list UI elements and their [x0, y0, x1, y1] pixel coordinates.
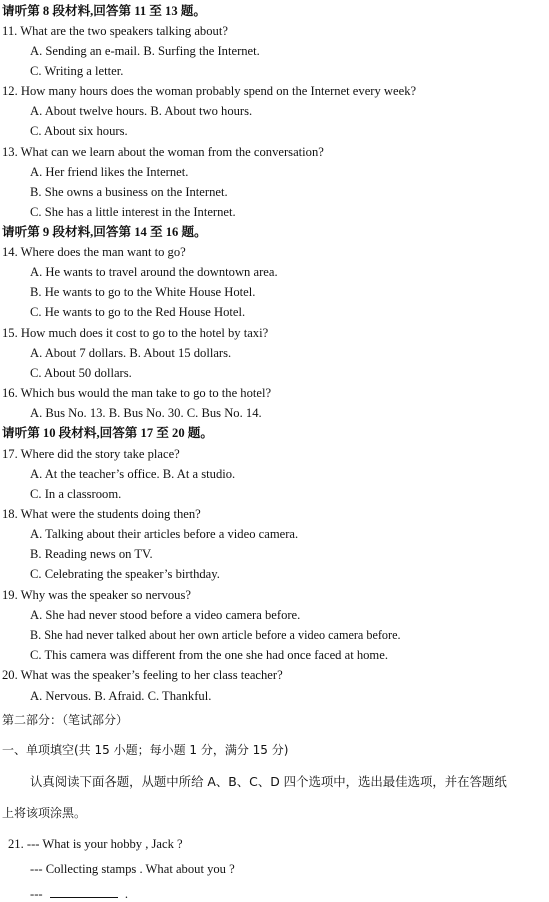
- option-18-a: A. Talking about their articles before a video camera.: [30, 527, 299, 541]
- option-19-a: A. She had never stood before a video camera before.: [30, 608, 301, 622]
- question-21-line-2: --- Collecting stamps . What about you ?: [30, 862, 235, 876]
- option-15-b: B. About 15 dollars.: [129, 346, 232, 360]
- option-13-c: C. She has a little interest in the Internet.: [30, 205, 236, 219]
- option-20-b: B. Afraid.: [94, 689, 145, 703]
- option-18-b: B. Reading news on TV.: [30, 547, 153, 561]
- option-20-c: C. Thankful.: [147, 689, 212, 703]
- section-header-9: 请听第 9 段材料,回答第 14 至 16 题。: [2, 225, 207, 239]
- question-19: 19. Why was the speaker so nervous?: [2, 588, 191, 602]
- options-row-17: [30, 466, 530, 482]
- question-15: 15. How much does it cost to go to the hotel by taxi?: [2, 326, 269, 340]
- question-14: 14. Where does the man want to go?: [2, 245, 186, 259]
- option-14-b: B. He wants to go to the White House Hotel.: [30, 285, 256, 299]
- question-21-line-3: [30, 885, 128, 902]
- section-header-8: 请听第 8 段材料,回答第 11 至 13 题。: [2, 4, 206, 18]
- options-row-16: [30, 405, 530, 421]
- part-two-subtitle: 一、单项填空(共 15 小题；每小题 1 分，满分 15 分): [2, 743, 289, 757]
- option-11-b: B. Surfing the Internet.: [143, 44, 260, 58]
- option-14-a: A. He wants to travel around the downtown area.: [30, 265, 278, 279]
- option-16-c: C. Bus No. 14.: [186, 406, 262, 420]
- question-13: 13. What can we learn about the woman from the conversation?: [2, 145, 324, 159]
- option-12-a: A. About twelve hours.: [30, 104, 148, 118]
- option-16-a: A. Bus No. 13.: [30, 406, 106, 420]
- option-12-c: C. About six hours.: [30, 124, 128, 138]
- option-16-b: B. Bus No. 30.: [108, 406, 184, 420]
- question-11: 11. What are the two speakers talking about?: [2, 24, 228, 38]
- option-15-a: A. About 7 dollars.: [30, 346, 127, 360]
- option-13-a: A. Her friend likes the Internet.: [30, 165, 189, 179]
- question-18: 18. What were the students doing then?: [2, 507, 201, 521]
- option-12-b: B. About two hours.: [150, 104, 253, 118]
- options-row-12: [30, 103, 530, 119]
- question-21-dash: ---: [30, 887, 43, 901]
- options-row-20: [30, 688, 530, 704]
- option-13-b: B. She owns a business on the Internet.: [30, 185, 228, 199]
- question-12: 12. How many hours does the woman probably spend on the Internet every week?: [2, 84, 417, 98]
- section-header-10: 请听第 10 段材料,回答第 17 至 20 题。: [2, 426, 213, 440]
- question-21-period: .: [124, 887, 129, 901]
- question-17: 17. Where did the story take place?: [2, 447, 180, 461]
- part-two-instruction-line-1: 认真阅读下面各题，从题中所给 A、B、C、D 四个选项中，选出最佳选项，并在答题纸: [30, 774, 507, 789]
- option-14-c: C. He wants to go to the Red House Hotel.: [30, 305, 246, 319]
- question-20: 20. What was the speaker’s feeling to her class teacher?: [2, 668, 283, 682]
- option-11-a: A. Sending an e-mail.: [30, 44, 141, 58]
- question-21-line-1: 21. --- What is your hobby , Jack ?: [8, 837, 183, 851]
- option-17-b: B. At a studio.: [162, 467, 236, 481]
- option-17-c: C. In a classroom.: [30, 487, 122, 501]
- option-19-c: C. This camera was different from the one she had once faced at home.: [30, 648, 388, 662]
- options-row-11: [30, 43, 530, 59]
- option-15-c: C. About 50 dollars.: [30, 366, 132, 380]
- option-18-c: C. Celebrating the speaker’s birthday.: [30, 567, 220, 581]
- options-row-15: [30, 345, 530, 361]
- option-19-b: B. She had never talked about her own article before a video camera before.: [30, 628, 401, 642]
- option-20-a: A. Nervous.: [30, 689, 92, 703]
- question-16: 16. Which bus would the man take to go to the hotel?: [2, 386, 272, 400]
- option-17-a: A. At the teacher’s office.: [30, 467, 160, 481]
- part-two-title: 第二部分：（笔试部分）: [2, 713, 129, 727]
- option-11-c: C. Writing a letter.: [30, 64, 124, 78]
- part-two-instruction-line-2: 上将该项涂黑。: [2, 806, 87, 820]
- answer-blank[interactable]: [50, 885, 118, 898]
